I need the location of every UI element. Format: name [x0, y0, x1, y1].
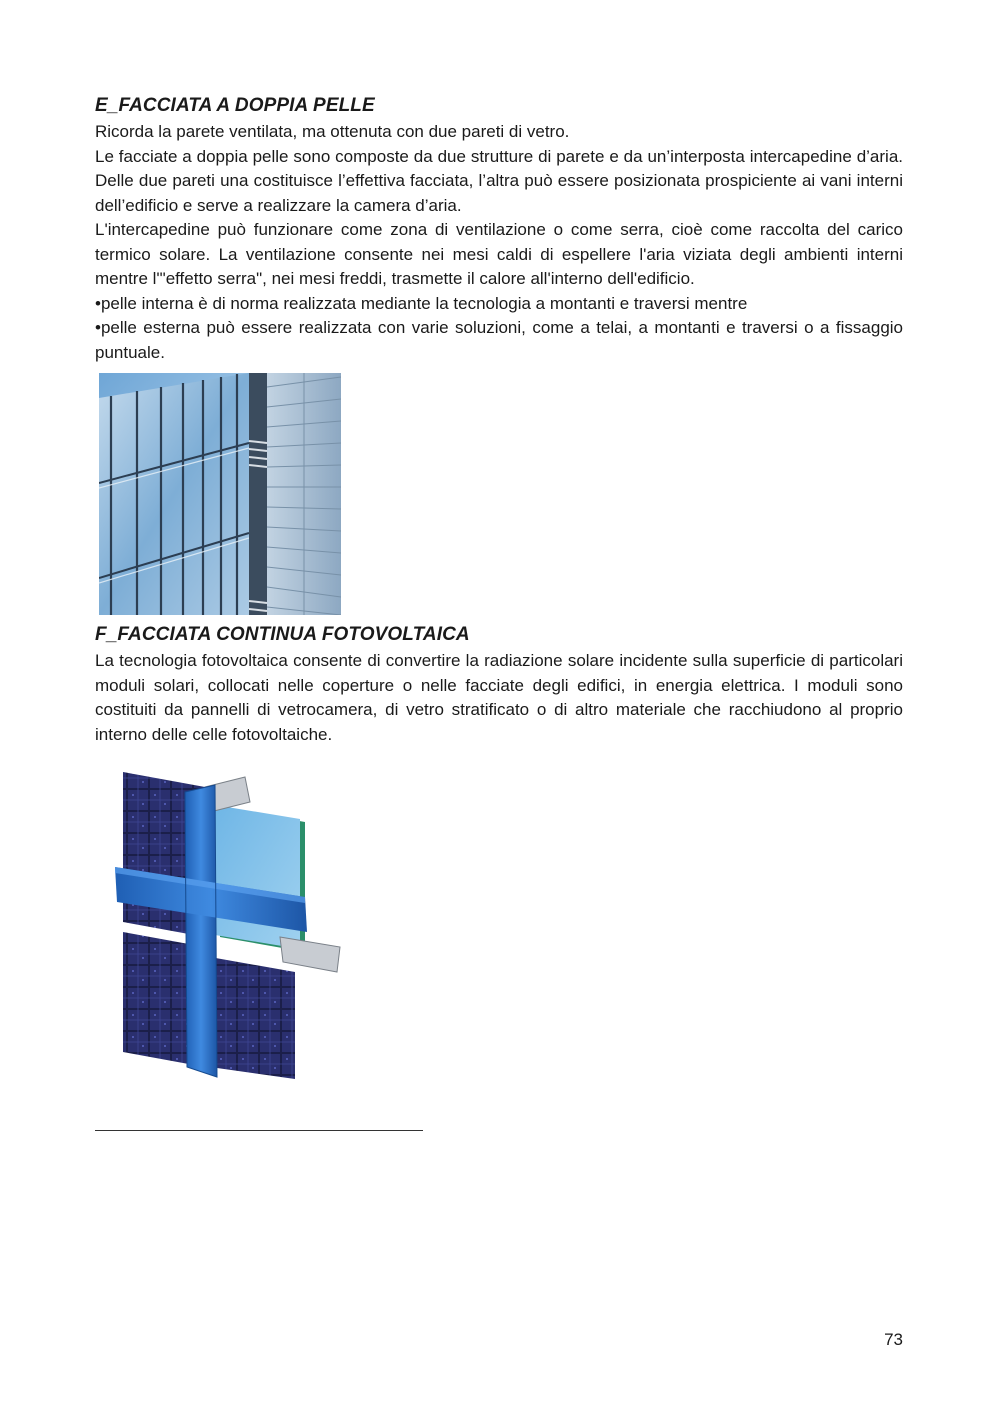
- section-e-bullet-outer-skin: •pelle esterna può essere realizzata con varie soluzioni, come a telai, a montanti e traversi o a fissaggio puntuale.: [95, 318, 903, 362]
- page-number: 73: [884, 1330, 903, 1349]
- double-skin-facade-photo: [99, 373, 341, 615]
- section-e-title: E_FACCIATA A DOPPIA PELLE: [95, 95, 375, 116]
- section-e-paragraph-3: L'intercapedine può funzionare come zona di ventilazione o come serra, cioè come raccolta del carico termico solare. La ventilazione consente nei mesi caldi di espellere l'aria viziata degli ambienti interni mentre l'"effetto serra", nei mesi freddi, trasmette il calore all'interno dell'edificio.: [95, 220, 903, 288]
- footnote-separator: [95, 1130, 423, 1131]
- photovoltaic-curtain-wall-diagram: [105, 767, 345, 1082]
- section-e-paragraph-2: Le facciate a doppia pelle sono composte da due strutture di parete e da un’interposta intercapedine d’aria. Delle due pareti una costituisce l’effettiva facciata, l’altra può essere posizionata prospiciente ai vani interni dell’edificio e serve a realizzare la camera d’aria.: [95, 146, 903, 215]
- section-e-paragraph-1: Ricorda la parete ventilata, ma ottenuta con due pareti di vetro.: [95, 122, 570, 141]
- section-f-title: F_FACCIATA CONTINUA FOTOVOLTAICA: [95, 624, 470, 645]
- section-e-bullet-inner-skin: •pelle interna è di norma realizzata mediante la tecnologia a montanti e traversi mentre: [95, 293, 748, 313]
- section-f-paragraph: La tecnologia fotovoltaica consente di convertire la radiazione solare incidente sulla superficie di particolari moduli solari, collocati nelle coperture o nelle facciate degli edifici, in energia elettrica. I moduli sono costituiti da pannelli di vetrocamera, di vetro stratificato o di altro materiale che racchiudono al proprio interno delle celle fotovoltaiche.: [95, 651, 903, 744]
- page-content: [95, 92, 903, 1082]
